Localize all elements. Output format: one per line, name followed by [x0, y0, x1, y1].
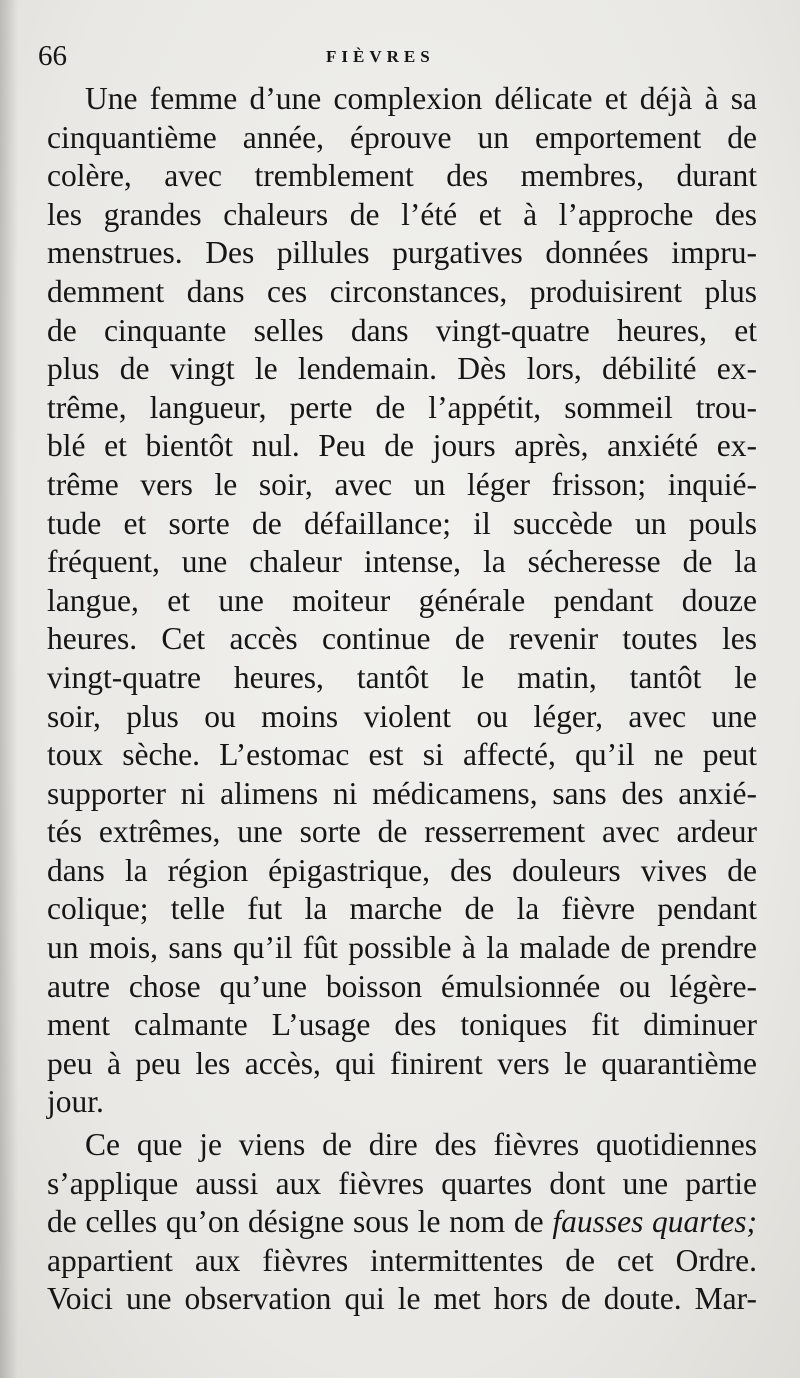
text-line: peu à peu les accès, qui finirent vers le quarantième [47, 1045, 757, 1081]
text-line: supporter ni alimens ni médicamens, sans des anxié- [47, 775, 757, 811]
text-line: menstrues. Des pillules purgatives données impru- [47, 235, 757, 271]
text-line-start: de celles qu’on désigne sous le nom de [47, 1204, 544, 1240]
text-line: toux sèche. L’estomac est si affecté, qu’il ne peut [47, 737, 757, 773]
text-line: Une femme d’une complexion délicate et déjà à sa [85, 81, 757, 116]
text-line: dans la région épigastrique, des douleurs vives de [47, 852, 757, 888]
page-header [38, 38, 758, 78]
body-text [47, 80, 757, 1319]
text-line: ment calmante L’usage des toniques fit diminuer [47, 1007, 757, 1043]
text-line: heures. Cet accès continue de revenir toutes les [47, 621, 757, 657]
binding-shadow [0, 0, 18, 1378]
text-line: tude et sorte de défaillance; il succède un pouls [47, 505, 757, 541]
italic-phrase: fausses quartes; [552, 1204, 758, 1240]
text-line: tés extrêmes, une sorte de resserrement avec ardeur [47, 814, 757, 850]
text-line: cinquantième année, éprouve un emportement de [47, 119, 757, 155]
text-line: appartient aux fièvres intermittentes de cet Ordre. [47, 1242, 757, 1278]
page-number: 66 [38, 40, 67, 72]
text-line: langue, et une moiteur générale pendant douze [47, 582, 757, 618]
text-line: un mois, sans qu’il fût possible à la malade de prendre [47, 930, 757, 966]
text-line: autre chose qu’une boisson émulsionnée ou légère- [47, 968, 757, 1004]
text-line: vingt-quatre heures, tantôt le matin, tantôt le [47, 659, 757, 695]
text-line: Ce que je viens de dire des fièvres quotidiennes [85, 1127, 757, 1163]
text-line: colique; telle fut la marche de la fièvre pendant [47, 891, 757, 927]
text-line: fréquent, une chaleur intense, la sécheresse de la [47, 544, 757, 580]
text-line: demment dans ces circonstances, produisirent plus [47, 273, 757, 309]
text-line: s’applique aussi aux fièvres quartes dont une partie [47, 1165, 757, 1201]
text-line: Voici une observation qui le met hors de doute. Mar- [47, 1281, 757, 1317]
text-line: blé et bientôt nul. Peu de jours après, anxiété ex- [47, 428, 757, 464]
text-line: plus de vingt le lendemain. Dès lors, débilité ex- [47, 351, 757, 387]
text-line-with-italic [47, 1203, 757, 1242]
text-line: de cinquante selles dans vingt-quatre heures, et [47, 312, 757, 348]
text-line: soir, plus ou moins violent ou léger, avec une [47, 698, 757, 734]
text-line: les grandes chaleurs de l’été et à l’approche des [47, 196, 757, 232]
text-line: trême vers le soir, avec un léger frisson; inquié- [47, 466, 757, 502]
text-line: jour. [47, 1084, 104, 1120]
running-head: FIÈVRES [326, 47, 435, 66]
text-line: trême, langueur, perte de l’appétit, sommeil trou- [47, 389, 757, 425]
text-line: colère, avec tremblement des membres, durant [47, 158, 757, 194]
